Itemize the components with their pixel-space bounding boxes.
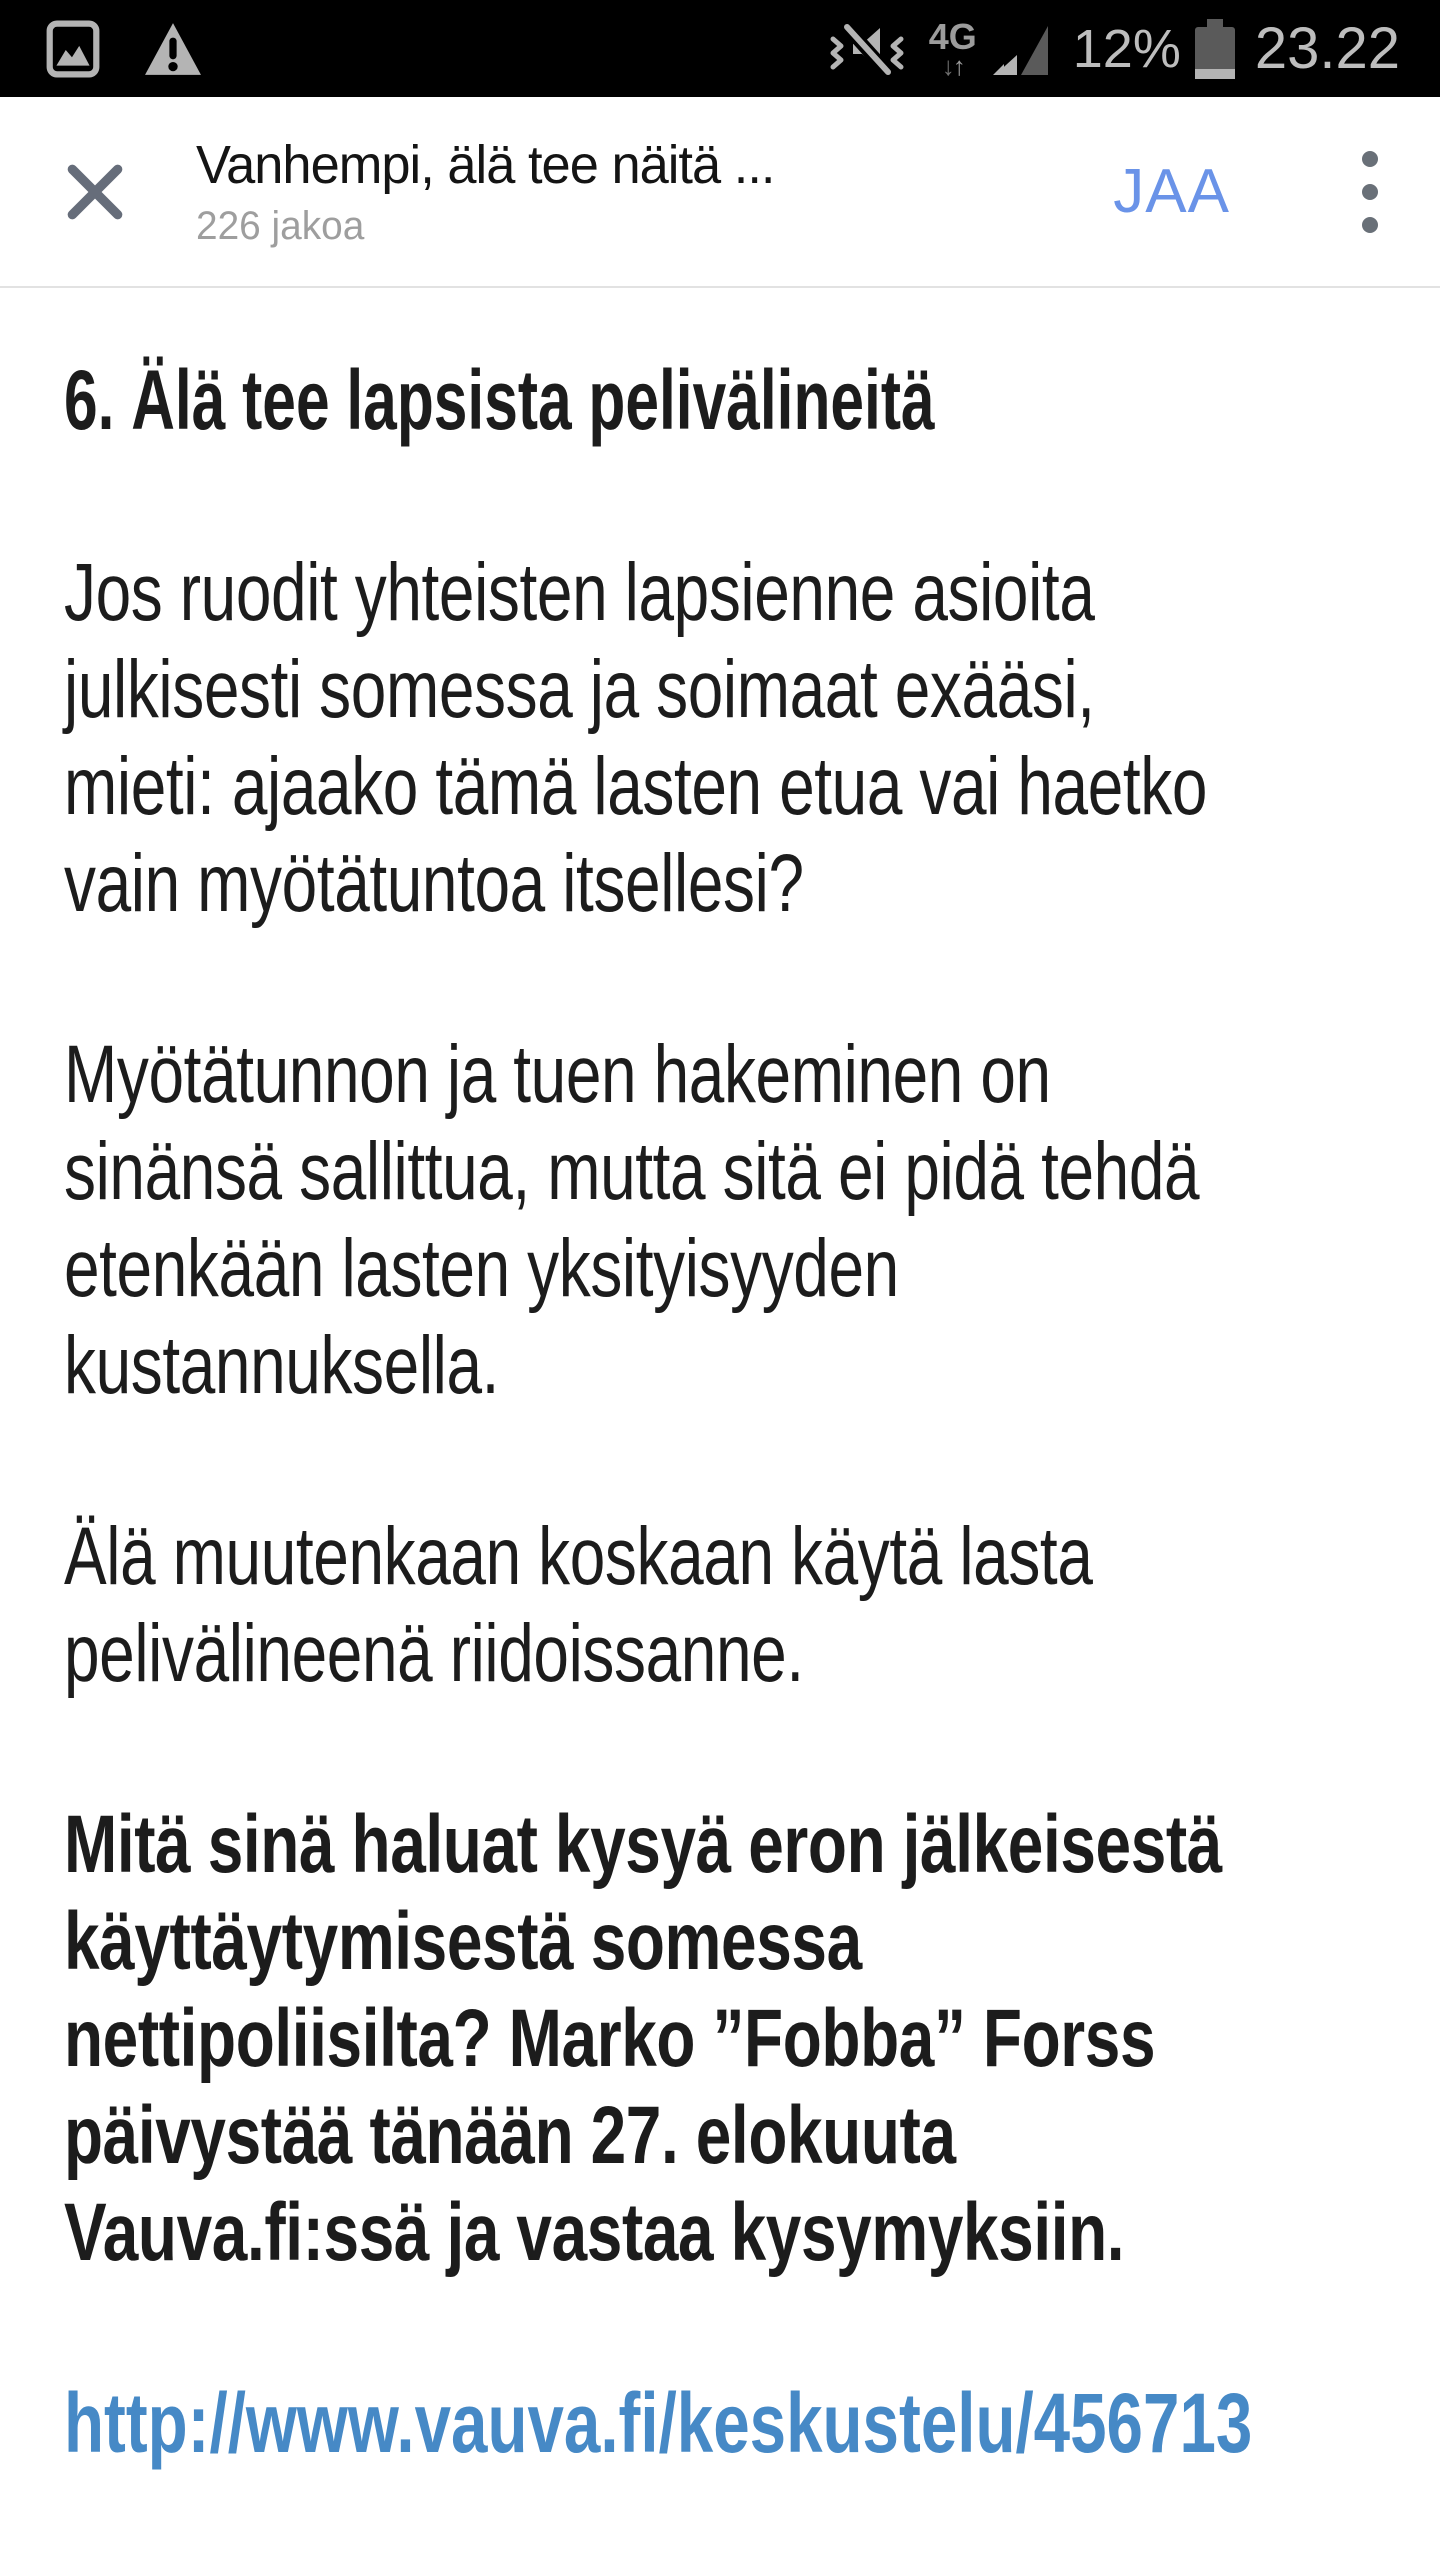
- text-line: päivystää tänään 27. elokuuta: [64, 2090, 956, 2181]
- text-line: mieti: ajaako tämä lasten etua vai haetko: [64, 741, 1208, 832]
- text-line: pelivälineenä riidoissanne.: [64, 1608, 804, 1699]
- paragraph: [64, 544, 1376, 932]
- page-title: Vanhempi, älä tee näitä ...: [196, 135, 775, 195]
- 4g-icon: 4G ↓↑: [928, 15, 977, 81]
- header-titles: [196, 134, 1113, 249]
- vibrate-mute-icon: [825, 18, 909, 80]
- paragraph: [64, 1026, 1376, 1414]
- text-line: Älä muutenkaan koskaan käytä lasta: [64, 1511, 1093, 1602]
- article: [0, 350, 1440, 2472]
- clock: 23.22: [1254, 16, 1400, 81]
- article-link[interactable]: http://www.vauva.fi/keskustelu/456713: [64, 2376, 1253, 2470]
- kebab-dot: [1362, 184, 1378, 200]
- article-heading: 6. Älä tee lapsista pelivälineitä: [64, 353, 935, 447]
- status-bar-left: [46, 20, 202, 78]
- text-line: sinänsä sallittua, mutta sitä ei pidä tehdä: [64, 1126, 1200, 1217]
- text-line: käyttäytymisestä somessa: [64, 1896, 862, 1987]
- text-line: julkisesti somessa ja soimaat exääsi,: [64, 644, 1095, 735]
- share-count: 226 jakoa: [196, 204, 365, 248]
- kebab-dot: [1362, 217, 1378, 233]
- app-header: [0, 97, 1440, 288]
- signal-icon: [991, 21, 1049, 77]
- kebab-dot: [1362, 151, 1378, 167]
- share-button[interactable]: JAA: [1113, 157, 1230, 226]
- text-line: Vauva.fi:ssä ja vastaa kysymyksiin.: [64, 2187, 1125, 2278]
- text-line: vain myötätuntoa itsellesi?: [64, 838, 804, 929]
- paragraph: [64, 1508, 1376, 1702]
- kebab-menu-button[interactable]: [1348, 141, 1392, 243]
- screenshot-icon: [46, 20, 100, 78]
- text-line: Mitä sinä haluat kysyä eron jälkeisestä: [64, 1799, 1222, 1890]
- warning-icon: [144, 22, 202, 76]
- text-line: etenkään lasten yksityisyyden: [64, 1223, 899, 1314]
- text-line: Myötätunnon ja tuen hakeminen on: [64, 1029, 1051, 1120]
- status-bar-right: [825, 15, 1400, 82]
- status-bar: [0, 0, 1440, 97]
- article-body: [64, 544, 1376, 2281]
- text-line: kustannuksella.: [64, 1320, 500, 1411]
- text-line: Jos ruodit yhteisten lapsienne asioita: [64, 547, 1095, 638]
- paragraph: [64, 1796, 1376, 2281]
- close-icon: [62, 159, 128, 225]
- close-button[interactable]: [56, 153, 134, 231]
- text-line: nettipoliisilta? Marko ”Fobba” Forss: [64, 1993, 1156, 2084]
- battery-icon: [1191, 17, 1239, 81]
- battery-percent: 12%: [1072, 18, 1181, 79]
